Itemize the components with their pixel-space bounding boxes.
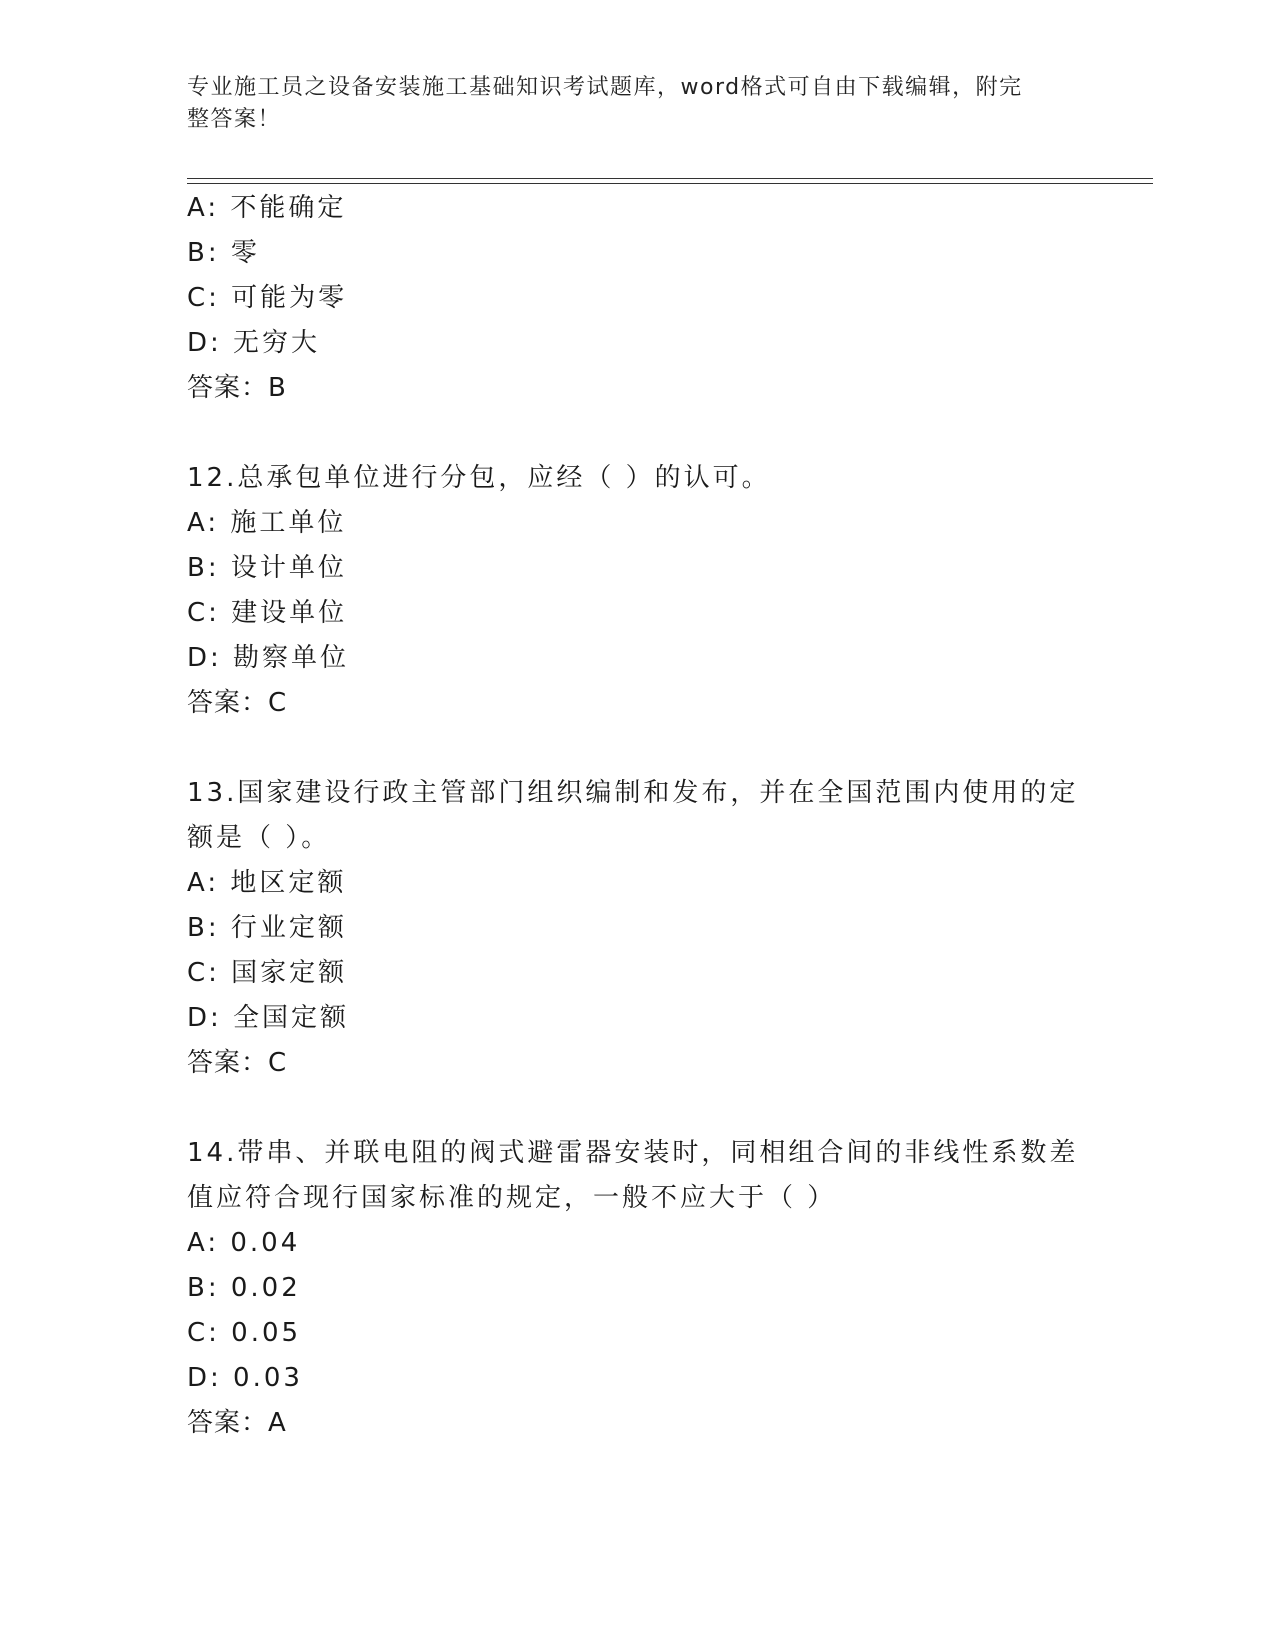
q14-stem-line-1: 14.带串、并联电阻的阀式避雷器安装时，同相组合间的非线性系数差 [187,1138,1079,1168]
q13-option-d: D: 全国定额 [187,1003,350,1033]
header-divider-top [187,178,1153,179]
q12-option-d: D: 勘察单位 [187,643,350,673]
document-header [187,72,1067,136]
header-divider-bottom [187,183,1153,184]
q12-stem: 12.总承包单位进行分包，应经（ ）的认可。 [187,463,771,493]
q14-option-d: D: 0.03 [187,1363,303,1393]
header-line-1: 专业施工员之设备安装施工基础知识考试题库，word格式可自由下载编辑，附完 [187,75,1023,100]
q12-option-c: C: 建设单位 [187,598,348,628]
q13-stem-line-1: 13.国家建设行政主管部门组织编制和发布，并在全国范围内使用的定 [187,778,1079,808]
q11-option-b: B: 零 [187,238,260,268]
q13-option-b: B: 行业定额 [187,913,347,943]
q11-option-d: D: 无穷大 [187,328,321,358]
q14-answer: 答案：A [187,1408,287,1438]
q12-option-b: B: 设计单位 [187,553,347,583]
header-line-2: 整答案！ [187,107,282,132]
q13-stem-line-2: 额是（ ）。 [187,823,331,853]
q14-option-a: A: 0.04 [187,1228,301,1258]
q12-option-a: A: 施工单位 [187,508,347,538]
q14-option-c: C: 0.05 [187,1318,302,1348]
q11-option-c: C: 可能为零 [187,283,348,313]
q14-stem-line-2: 值应符合现行国家标准的规定，一般不应大于（ ） [187,1183,837,1213]
q11-answer: 答案：B [187,373,287,403]
q12-answer: 答案：C [187,688,288,718]
q11-option-a: A: 不能确定 [187,193,347,223]
q14-option-b: B: 0.02 [187,1273,301,1303]
q13-answer: 答案：C [187,1048,288,1078]
q13-option-a: A: 地区定额 [187,868,347,898]
q13-option-c: C: 国家定额 [187,958,348,988]
